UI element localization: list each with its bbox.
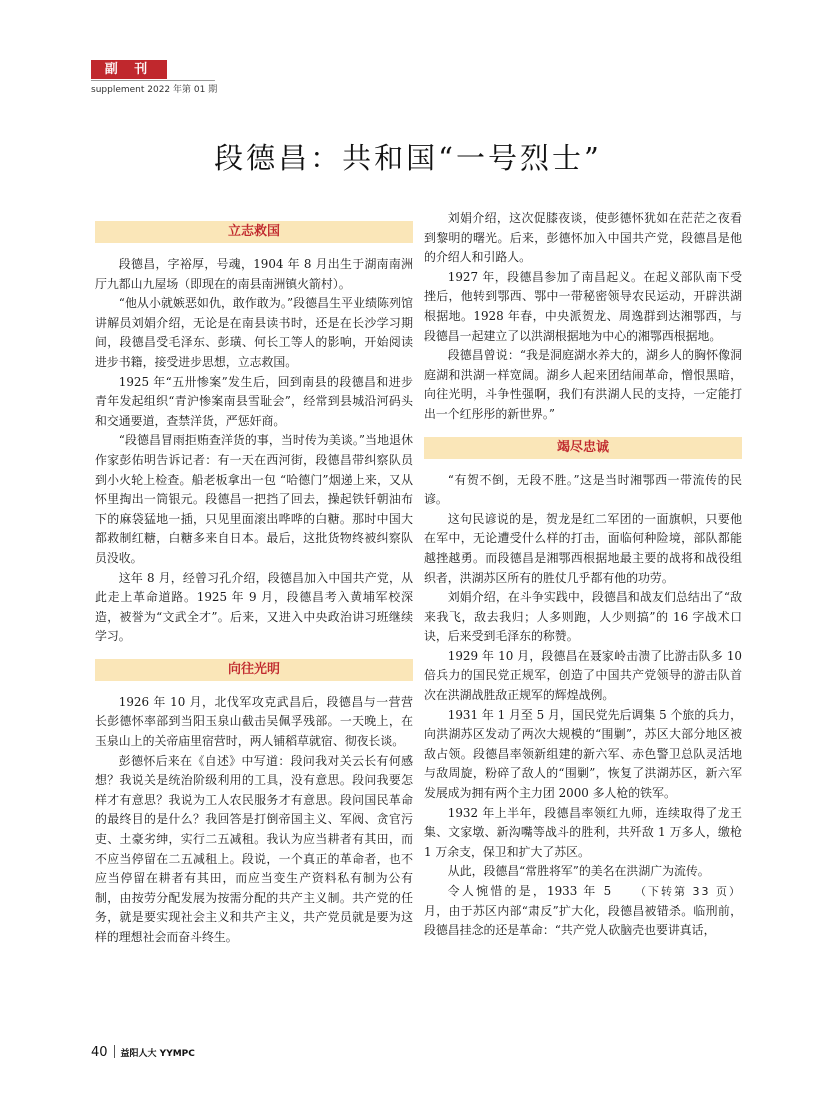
page-footer: [91, 1041, 195, 1060]
paragraph-text: 令人惋惜的是，1933 年 5 月，由于苏区内部“肃反”扩大化，段德昌被错杀。临刑前，段德昌挂念的还是革命：“共产党人砍脑壳也要讲真话，: [424, 884, 742, 938]
paragraph: [424, 882, 742, 941]
paragraph: 刘娟介绍，在斗争实践中，段德昌和战友们总结出了“敌来我飞，敌去我归；人多则跑，人少则搞”的 16 字战术口诀，后来受到毛泽东的称赞。: [424, 590, 742, 644]
article-title: 段德昌：共和国“一号烈士”: [214, 141, 602, 175]
paragraph: 段德昌，字裕厚，号魂，1904 年 8 月出生于湖南南洲厅九都山九屋场（即现在的南县南洲镇火箭村）。: [95, 257, 413, 291]
header-rule: [91, 80, 215, 81]
section-tag: 副 刊: [91, 60, 167, 79]
continue-note: （下转第 33 页）: [635, 885, 742, 898]
paragraph: 1929 年 10 月，段德昌在聂家岭击溃了比游击队多 10 倍兵力的国民党正规军，创造了中国共产党领导的游击队首次在洪湖战胜敌正规军的辉煌战例。: [424, 648, 742, 703]
paragraph: 1926 年 10 月，北伐军攻克武昌后，段德昌与一营营长彭德怀率部到当阳玉泉山截击吴佩孚残部。一天晚上，在玉泉山上的关帝庙里宿营时，两人铺稻草就宿、彻夜长谈。: [95, 694, 413, 749]
paragraph: 这年 8 月，经曾习孔介绍，段德昌加入中国共产党，从此走上革命道路。1925 年 9 月，段德昌考入黄埔军校深造，被誉为“文武全才”。后来，又进入中央政治讲习班继续学习。: [95, 570, 413, 644]
paragraph: 1932 年上半年，段德昌率领红九师，连续取得了龙王集、文家墩、新沟嘴等战斗的胜利，共歼敌 1 万多人，缴枪 1 万余支，保卫和扩大了苏区。: [424, 805, 742, 859]
left-column: [95, 209, 413, 948]
paragraph: 这句民谚说的是，贺龙是红二军团的一面旗帜，只要他在军中，无论遭受什么样的打击，面临何种险境，部队都能越挫越勇。而段德昌是湘鄂西根据地最主要的战将和战役组织者，洪湖苏区所有的胜仗几乎都有他的功劳。: [424, 511, 742, 585]
section-heading-3: 竭尽忠诚: [424, 437, 742, 459]
paragraph: “段德昌冒雨拒贿查洋货的事，当时传为美谈。”当地退休作家彭佑明告诉记者：有一天在西河街，段德昌带纠察队员到小火轮上检查。船老板拿出一包 “哈德门”烟递上来，又从怀里掏出一筒银元。段德昌一把挡了回去，操起铁钎朝油布下的麻袋猛地一插，只见里面滚出哗哗的白糖。那时中国大都救制红糖，白糖多来自日本。最后，这批货物终被纠察队员没收。: [95, 433, 413, 565]
paragraph: 段德昌曾说：“我是洞庭湖水养大的，湖乡人的胸怀像洞庭湖和洪湖一样宽阔。湖乡人起来团结闹革命，憎恨黑暗，向往光明，斗争性强啊，我们有洪湖人民的支持，一定能打出一个红彤彤的新世界。”: [424, 348, 742, 421]
paragraph: “有贺不倒，无段不胜。”这是当时湘鄂西一带流传的民谚。: [424, 472, 742, 507]
paragraph: 从此，段德昌“常胜将军”的美名在洪湖广为流传。: [447, 864, 710, 879]
section-heading-1: 立志救国: [95, 221, 413, 243]
section-heading-2: 向往光明: [95, 659, 413, 681]
magazine-name: 益阳人大 YYMPC: [120, 1049, 195, 1059]
footer-divider: [114, 1045, 115, 1058]
right-column: [424, 209, 742, 941]
paragraph: 1931 年 1 月至 5 月，国民党先后调集 5 个旅的兵力，向洪湖苏区发动了两次大规模的“围剿”，苏区大部分地区被敌占领。段德昌率领新组建的新六军、赤色警卫总队灵活地与敌周旋，粉碎了敌人的“围剿”，恢复了洪湖苏区，新六军发展成为拥有两个主力团 2000 多人枪的铁军。: [424, 707, 742, 801]
issue-label: supplement 2022 年第 01 期: [91, 85, 218, 95]
paragraph: 彭德怀后来在《自述》中写道：段问我对关云长有何感想？我说关是统治阶级利用的工具，没有意思。段问我要怎样才有意思？我说为工人农民服务才有意思。段问国民革命的最终目的是什么？我回答是打倒帝国主义、军阀、贪官污吏、土豪劣绅，实行二五减租。我认为应当耕者有其田，而不应当停留在二五减租上。段说，一个真正的革命者，也不应当停留在耕者有其田，而应当变生产资料私有制为公有制，由按劳分配发展为按需分配的共产主义制。共产党的任务，就是要实现社会主义和共产主义，共产党员就是要为这样的理想社会而奋斗终生。: [95, 753, 413, 944]
paragraph: “他从小就嫉恶如仇，敢作敢为。”段德昌生平业绩陈列馆讲解员刘娟介绍，无论是在南县读书时，还是在长沙学习期间，段德昌受毛泽东、彭璜、何长工等人的影响，开始阅读进步书籍，接受进步思想，立志救国。: [95, 296, 413, 369]
paragraph: 1927 年，段德昌参加了南昌起义。在起义部队南下受挫后，他转到鄂西、鄂中一带秘密领导农民运动，开辟洪湖根据地。1928 年春，中央派贺龙、周逸群到达湘鄂西，与段德昌一起建立了以洪湖根据地为中心的湘鄂西根据地。: [424, 269, 742, 343]
paragraph: 刘娟介绍，这次促膝夜谈，使彭德怀犹如在茫茫之夜看到黎明的曙光。后来，彭德怀加入中国共产党，段德昌是他的介绍人和引路人。: [424, 211, 742, 265]
page-number: 40: [91, 1045, 108, 1060]
paragraph: 1925 年“五卅惨案”发生后，回到南县的段德昌和进步青年发起组织“青沪惨案南县雪耻会”，经常到县城沿河码头和交通要道，查禁洋货，严惩奸商。: [95, 374, 413, 428]
